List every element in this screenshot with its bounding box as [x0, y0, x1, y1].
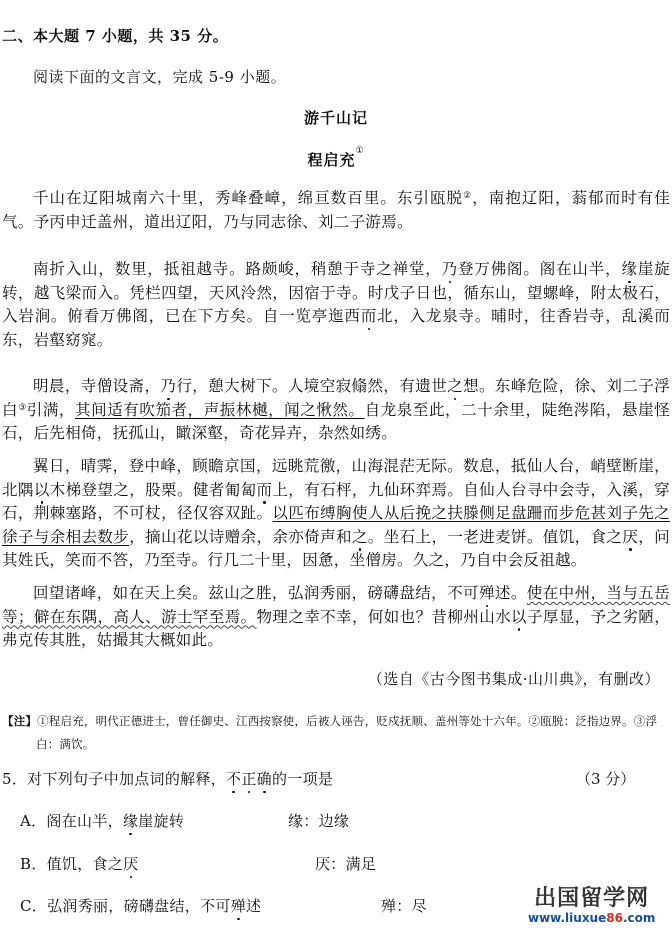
question-5-score: （3 分）	[576, 770, 636, 788]
option-c-explanation: 殚：尽	[381, 897, 427, 915]
text-span: 北，入龙泉寺。晡时，往香岩寺，乱溪而东，岩壑窈窕。	[2, 307, 670, 349]
footnote-marker-2: ②	[463, 191, 473, 201]
notes-label: 【注】	[2, 714, 38, 728]
text-span: 自龙泉至此，二十余里，陡绝涔陷，悬崖怪石，后先相倚，抚孤山，瞰深壑，奇花异卉，杂然如绣。	[2, 400, 670, 442]
footnote-marker-1: ①	[355, 146, 365, 156]
watermark-name: 出国留学网	[534, 886, 650, 911]
dotted-word: 以	[511, 607, 527, 626]
wavy-underlined-sentence: 使在中州，当与五岳等；僻在东隅，高人、游士罕至焉。	[2, 584, 671, 626]
underlined-sentence: 以匹布缚胸使人从后挽之扶滕侧足盘跚而步危甚刘子先之徐子与余相去数步	[2, 504, 670, 546]
watermark-logo	[528, 887, 655, 925]
text-span: 木梯登望之，股栗。健者匍匐	[49, 480, 257, 499]
text-span: 南折入山，数里，抵祖越寺。路颇峻，稍憩于寺之禅堂，	[33, 260, 442, 278]
text-span: A．阁在山半，	[20, 812, 123, 830]
option-a	[20, 810, 184, 831]
dotted-word: 缘	[122, 812, 139, 830]
dotted-word: 以	[33, 480, 50, 499]
text-span: ，南抱辽阳，蓊郁而时有佳气。予丙申迁盖州，道出辽阳，乃与同志徐、刘二子游焉。	[2, 189, 670, 231]
text-span: 登万佛阁。阁在山半，	[458, 260, 622, 278]
text-span: 千山在辽阳城南六十里，秀峰叠嶂，绵亘数百里。东引瓯脱	[33, 189, 464, 207]
option-b	[20, 853, 138, 874]
text-span: ，摘山花以诗赠余，余亦倚声和	[129, 527, 352, 546]
dotted-word: 不	[226, 770, 242, 788]
text-span: 物理之幸不幸，何如也？昔柳州山水	[256, 607, 512, 626]
footnote-marker-3: ③	[18, 402, 27, 413]
passage-source: （选自《古今图书集成·山川典》，有删改）	[367, 670, 660, 688]
text-span: 翼日，晴霁，登中峰，顾瞻京国，远眺荒徼，山海混茫无际。数息，抵仙人台，峭壁断崖，北隅	[2, 457, 670, 499]
dotted-word: 缘	[621, 260, 638, 278]
dotted-word: 之	[447, 377, 464, 395]
passage-author	[0, 146, 672, 170]
text-span: 崖旋转	[138, 812, 185, 830]
paragraph-1	[2, 187, 670, 234]
dotted-word: 之	[351, 527, 368, 546]
option-b-explanation: 厌：满足	[315, 855, 377, 873]
text-span: ，问其姓氏，笑而不答，乃至寺。行几二十里，因惫，坐僧房。久之，乃自中会反祖越。	[2, 527, 670, 569]
paragraph-4	[2, 455, 670, 573]
author-name: 程启充	[307, 151, 356, 169]
notes-line-1: ①程启充，明代正德进士，曾任御史、江西按察使，后被人诬告，贬戍抚顺、盖州等处十六年。②瓯脱：泛指边界。③浮	[37, 714, 658, 728]
dotted-word: 而	[360, 307, 378, 325]
text-span: 述。	[494, 584, 527, 602]
dotted-word: 乃	[441, 260, 459, 278]
dotted-word: 殚	[478, 584, 495, 602]
text-span: 上，有石枰，九仙环弈焉。自仙人台寻中会寺，入溪，穿石，荆棘塞路，不可杖，径仅容双趾。	[2, 480, 670, 522]
text-span: C．弘润秀丽，磅礴盘结，不可	[20, 897, 231, 915]
dotted-word: 而	[256, 480, 273, 499]
dotted-word: 乃	[160, 377, 177, 395]
instruction: 阅读下面的文言文，完成 5-9 小题。	[33, 68, 287, 86]
dotted-word: 确	[256, 770, 272, 788]
watermark-url	[528, 911, 655, 925]
text-span: 引满，	[26, 400, 76, 419]
dotted-word: 正	[241, 770, 257, 788]
question-5-stem	[2, 768, 333, 789]
text-span: 。坐石上，一老进麦饼。值饥，食之	[367, 527, 623, 546]
notes-line-2: 白：满饮。	[36, 737, 95, 751]
text-span: .com	[622, 911, 656, 925]
text-span: 回望诸峰，如在天上矣。兹山之胜，弘润秀丽，磅礴盘结，不可	[33, 584, 479, 602]
text-span: 述	[246, 897, 262, 915]
paragraph-2	[2, 258, 670, 352]
text-span: 想。东峰危险，徐、刘二子浮白	[2, 377, 670, 419]
option-c	[20, 895, 261, 916]
text-span: 行，憩大树下。人境空寂翛然，有遗世	[176, 377, 448, 395]
text-span: 明晨，寺僧设斋，	[33, 377, 161, 395]
text-span: 崖旋转，越飞梁而入。凭栏四望，天风泠然，因宿于寺。时戊子日也，循东山，望螺峰，附太极石，入岩涧。俯看万佛阁，已在下方矣。自一览亭迤西	[2, 260, 670, 325]
text-span: 子厚显，予之劣陋，弗克传其胜，姑撮其大概如此。	[2, 607, 671, 649]
dotted-word: 厌	[123, 855, 139, 873]
dotted-word: 殚	[230, 897, 246, 915]
text-span: B．值饥，食之	[20, 855, 124, 873]
option-a-explanation: 缘：边缘	[288, 812, 350, 830]
underlined-sentence: 其间适有吹笳者，声振林樾，闻之愀然。	[75, 400, 365, 419]
annotation-notes	[2, 710, 670, 756]
text-span: 的一项是	[271, 770, 334, 788]
text-span: www.liuxue	[528, 911, 607, 925]
paragraph-3	[2, 375, 670, 446]
text-span: 5．对下列句子中加点词的解释，	[2, 770, 227, 788]
paragraph-5	[2, 582, 670, 653]
passage-title: 游千山记	[303, 109, 368, 127]
text-span: 86	[606, 911, 623, 925]
dotted-word: 厌	[622, 527, 639, 546]
section-heading: 二、本大题 7 小题，共 35 分。	[2, 27, 229, 45]
